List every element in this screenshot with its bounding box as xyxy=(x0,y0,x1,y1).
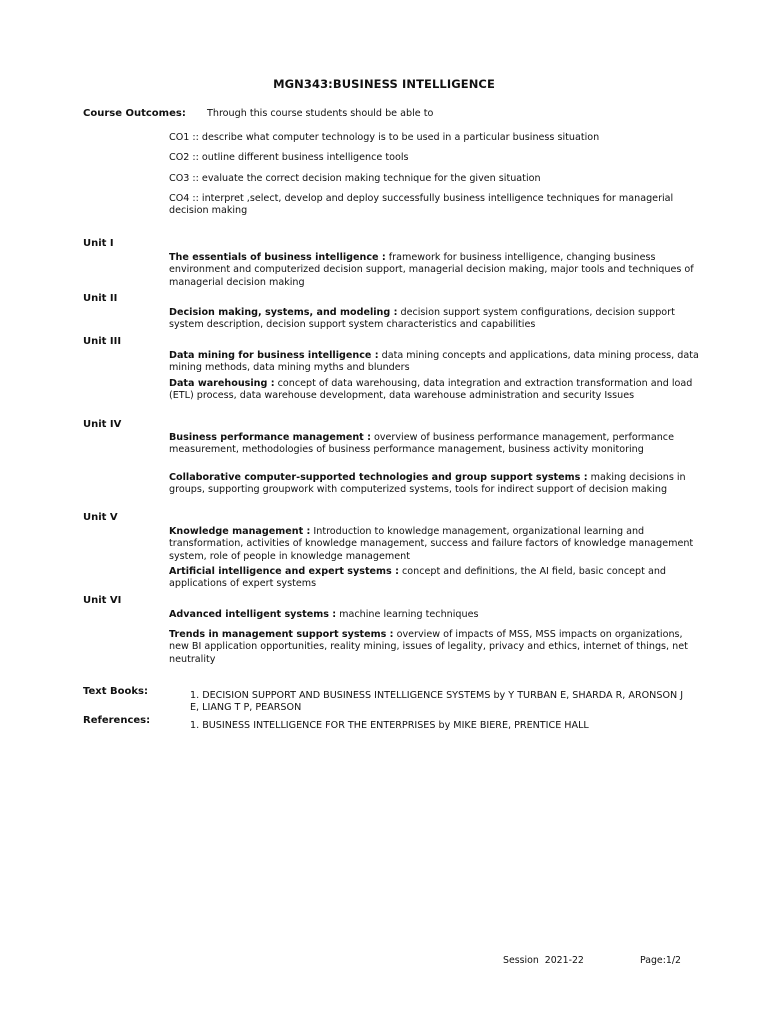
topic-text: overview of impacts of MSS, MSS impacts on organizations, new BI application opportunities, reality mining, issues of legality, privacy and ethics, internet of things, net neutrality xyxy=(169,629,688,665)
unit-topic xyxy=(169,609,699,621)
topic-text: framework for business intelligence, changing business environment and computerized decision support, managerial decision making, major tools and techniques of managerial decision making xyxy=(169,252,694,288)
unit-topic xyxy=(169,378,699,403)
unit-label: Unit I xyxy=(83,238,114,249)
reference-item: 1. BUSINESS INTELLIGENCE FOR THE ENTERPRISES by MIKE BIERE, PRENTICE HALL xyxy=(190,720,589,731)
topic-heading: Business performance management : xyxy=(169,432,371,443)
text-books-label: Text Books: xyxy=(83,686,148,697)
topic-heading: Decision making, systems, and modeling : xyxy=(169,307,398,318)
unit-topic xyxy=(169,629,699,666)
unit-topic xyxy=(169,526,699,563)
unit-topic xyxy=(169,350,699,375)
course-outcome-item: CO3 :: evaluate the correct decision making technique for the given situation xyxy=(169,173,541,184)
topic-heading: Data warehousing : xyxy=(169,378,275,389)
topic-text: decision support system configurations, decision support system description, decision support system characteristics and capabilities xyxy=(169,307,675,331)
unit-topic xyxy=(169,252,699,289)
references-label: References: xyxy=(83,715,151,726)
topic-heading: Data mining for business intelligence : xyxy=(169,350,379,361)
unit-label: Unit IV xyxy=(83,419,122,430)
session-label: Session 2021-22 xyxy=(503,955,584,966)
course-outcomes-label: Course Outcomes: xyxy=(83,108,186,119)
topic-text: Introduction to knowledge management, organizational learning and transformation, activities of knowledge management, success and failure factors of knowledge management system, role of people in knowledge management xyxy=(169,526,694,562)
unit-label: Unit II xyxy=(83,293,118,304)
course-outcomes-intro: Through this course students should be able to xyxy=(207,108,434,119)
unit-label: Unit V xyxy=(83,512,118,523)
unit-topic xyxy=(169,432,699,457)
course-outcome-item: CO4 :: interpret ,select, develop and deploy successfully business intelligence techniques for managerial decision making xyxy=(169,193,674,217)
text-book-item: 1. DECISION SUPPORT AND BUSINESS INTELLIGENCE SYSTEMS by Y TURBAN E, SHARDA R, ARONSON J E, LIANG T P, PEARSON xyxy=(190,690,684,714)
topic-heading: Trends in management support systems : xyxy=(169,629,394,640)
topic-text: overview of business performance management, performance measurement, methodologies of business performance management, business activity monitoring xyxy=(169,432,674,456)
course-outcome-item: CO1 :: describe what computer technology is to be used in a particular business situation xyxy=(169,132,600,143)
topic-text: making decisions in groups, supporting groupwork with computerized systems, tools for indirect support of decision making xyxy=(169,472,686,496)
topic-text: data mining concepts and applications, data mining process, data mining methods, data mining myths and blunders xyxy=(169,350,699,374)
page-title: MGN343:BUSINESS INTELLIGENCE xyxy=(273,77,495,91)
course-outcome-item: CO2 :: outline different business intelligence tools xyxy=(169,152,409,163)
topic-text: concept of data warehousing, data integration and extraction transformation and load (ETL) process, data warehouse development, data warehouse administration and security Issues xyxy=(169,378,693,402)
topic-heading: Collaborative computer-supported technologies and group support systems : xyxy=(169,472,588,483)
unit-topic xyxy=(169,566,699,591)
topic-heading: Advanced intelligent systems : xyxy=(169,609,337,620)
unit-topic xyxy=(169,472,699,497)
topic-heading: Artificial intelligence and expert systems : xyxy=(169,566,399,577)
unit-topic xyxy=(169,307,699,332)
topic-text: concept and definitions, the AI field, basic concept and applications of expert systems xyxy=(169,566,667,590)
topic-heading: Knowledge management : xyxy=(169,526,311,537)
topic-heading: The essentials of business intelligence : xyxy=(169,252,386,263)
unit-label: Unit VI xyxy=(83,595,122,606)
topic-text: machine learning techniques xyxy=(339,609,479,620)
page-number: Page:1/2 xyxy=(640,955,681,966)
unit-label: Unit III xyxy=(83,336,122,347)
